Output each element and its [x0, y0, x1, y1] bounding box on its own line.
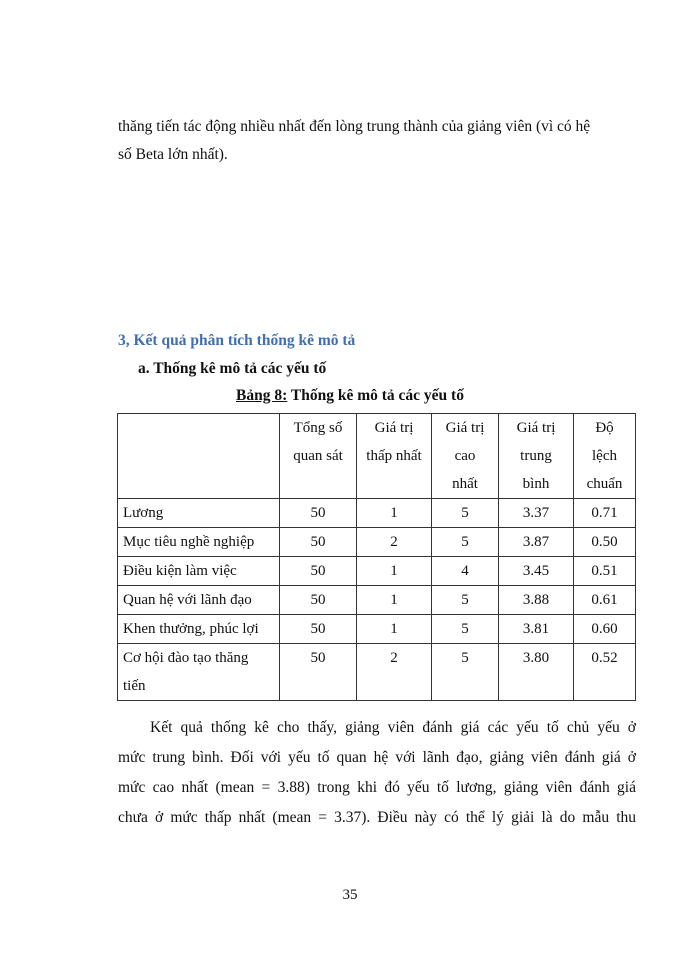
header-line: cao — [454, 448, 476, 464]
max-cell: 5 — [432, 586, 499, 615]
table-row — [118, 615, 636, 644]
observations-cell: 50 — [280, 557, 357, 586]
sub-heading: a. Thống kê mô tả các yếu tố — [138, 360, 327, 377]
std-dev-cell: 0.60 — [574, 615, 636, 644]
std-dev-cell: 0.71 — [574, 499, 636, 528]
header-line: nhất — [452, 476, 478, 492]
table-row — [118, 557, 636, 586]
factor-cell: Quan hệ với lãnh đạo — [118, 586, 280, 615]
table-caption — [0, 387, 700, 405]
factor-line: Cơ hội đào tạo thăng — [123, 650, 249, 666]
factor-cell — [118, 644, 280, 701]
max-cell: 5 — [432, 615, 499, 644]
paragraph-line: thăng tiến tác động nhiều nhất đến lòng trung thành của giảng viên (vì có hệ — [118, 118, 591, 135]
observations-cell: 50 — [280, 528, 357, 557]
header-observations — [280, 414, 357, 499]
stats-table — [117, 413, 636, 701]
min-cell: 1 — [357, 586, 432, 615]
factor-cell: Khen thưởng, phúc lợi — [118, 615, 280, 644]
mean-cell: 3.37 — [499, 499, 574, 528]
factor-cell: Điều kiện làm việc — [118, 557, 280, 586]
header-line: Độ — [595, 420, 614, 436]
header-line: quan sát — [293, 448, 343, 464]
paragraph-line: chưa ở mức thấp nhất (mean = 3.37). Điều này có thể lý giải là do mẫu thu — [118, 809, 636, 826]
min-cell: 2 — [357, 644, 432, 701]
header-line: bình — [522, 476, 550, 492]
observations-cell: 50 — [280, 586, 357, 615]
table-header-row — [118, 414, 636, 499]
table-row — [118, 528, 636, 557]
min-cell: 1 — [357, 499, 432, 528]
header-empty-cell — [118, 414, 280, 499]
observations-cell: 50 — [280, 615, 357, 644]
page-number: 35 — [342, 887, 358, 903]
table-row — [118, 499, 636, 528]
factor-cell: Mục tiêu nghề nghiệp — [118, 528, 280, 557]
std-dev-cell: 0.61 — [574, 586, 636, 615]
header-line: lệch — [592, 448, 617, 464]
table-row — [118, 644, 636, 701]
observations-cell: 50 — [280, 644, 357, 701]
observations-cell: 50 — [280, 499, 357, 528]
min-cell: 1 — [357, 615, 432, 644]
max-cell: 4 — [432, 557, 499, 586]
factor-cell: Lương — [118, 499, 280, 528]
min-cell: 1 — [357, 557, 432, 586]
header-line: Giá trị — [374, 420, 414, 436]
mean-cell: 3.87 — [499, 528, 574, 557]
header-line: Giá trị — [445, 420, 485, 436]
mean-cell: 3.88 — [499, 586, 574, 615]
header-min — [357, 414, 432, 499]
table-row — [118, 586, 636, 615]
header-line: Giá trị — [516, 420, 556, 436]
header-line: trung — [520, 448, 552, 464]
mean-cell: 3.80 — [499, 644, 574, 701]
header-line: Tổng số — [293, 420, 343, 436]
header-std-dev — [574, 414, 636, 499]
paragraph-line: Kết quả thống kê cho thấy, giảng viên đánh giá các yếu tố chủ yếu ở — [150, 719, 636, 736]
header-max — [432, 414, 499, 499]
mean-cell: 3.81 — [499, 615, 574, 644]
paragraph-bottom — [118, 713, 636, 833]
min-cell: 2 — [357, 528, 432, 557]
std-dev-cell: 0.50 — [574, 528, 636, 557]
section-heading: 3, Kết quả phân tích thống kê mô tả — [118, 332, 356, 349]
paragraph-line: mức cao nhất (mean = 3.88) trong khi đó yếu tố lương, giảng viên đánh giá — [118, 779, 636, 796]
mean-cell: 3.45 — [499, 557, 574, 586]
paragraph-top — [118, 113, 636, 169]
header-line: thấp nhất — [366, 448, 422, 464]
header-line: chuẩn — [586, 476, 623, 492]
std-dev-cell: 0.51 — [574, 557, 636, 586]
max-cell: 5 — [432, 644, 499, 701]
table-caption-text: Thống kê mô tả các yếu tố — [287, 387, 464, 404]
header-mean — [499, 414, 574, 499]
paragraph-line: số Beta lớn nhất). — [118, 146, 228, 163]
std-dev-cell: 0.52 — [574, 644, 636, 701]
table-caption-label: Bảng 8: — [236, 387, 288, 404]
max-cell: 5 — [432, 499, 499, 528]
paragraph-line: mức trung bình. Đối với yếu tố quan hệ với lãnh đạo, giảng viên đánh giá ở — [118, 749, 636, 766]
max-cell: 5 — [432, 528, 499, 557]
factor-line: tiến — [123, 678, 146, 694]
